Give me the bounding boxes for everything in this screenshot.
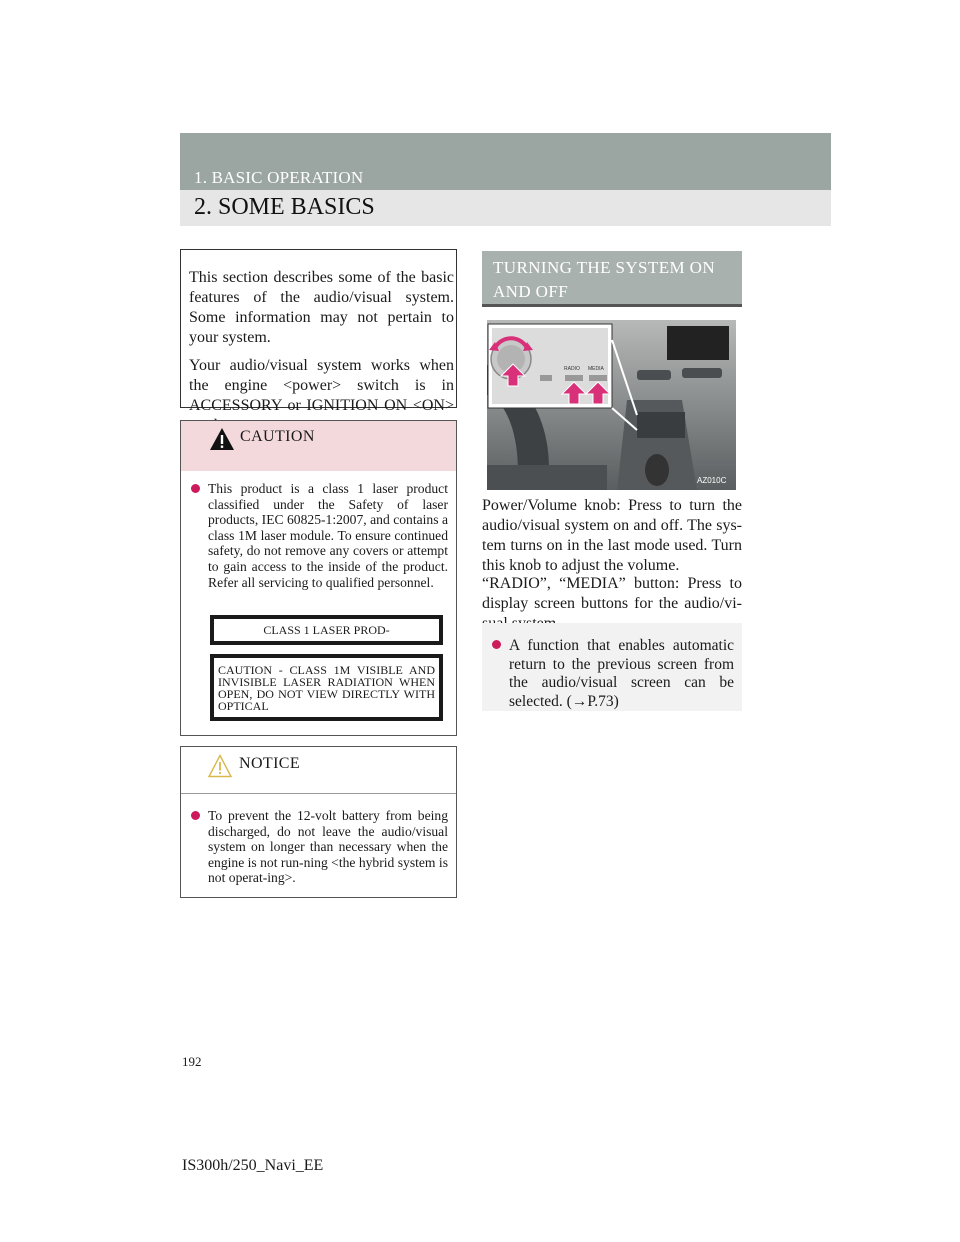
bullet-icon: [191, 811, 200, 820]
tip-text: A function that enables automatic return to the previous screen from the audio/visual screen can be selected. (→P.73): [509, 637, 734, 710]
page-number: 192: [182, 1054, 202, 1069]
intro-paragraph-1: This section describes some of the basic features of the audio/visual system. Some information may not pertain to your system.: [189, 269, 454, 346]
section-header-bar: [180, 190, 831, 226]
notice-item: [181, 808, 456, 886]
laser-label-class1-text: CLASS 1 LASER PROD-: [214, 619, 439, 641]
notice-box: [180, 746, 457, 898]
dashboard-illustration: [487, 320, 736, 490]
caution-item: [181, 481, 456, 590]
image-code: AZ010C: [697, 476, 727, 485]
caution-header: [181, 421, 456, 471]
footer-text: IS300h/250_Navi_EE: [182, 1157, 324, 1174]
chapter-header-bar: [180, 133, 831, 190]
section-title: 2. SOME BASICS: [194, 194, 375, 220]
laser-label-class1m: [210, 654, 443, 721]
caution-title: CAUTION: [240, 428, 315, 445]
caution-text: This product is a class 1 laser product classified under the Safety of laser products, IEC 60825-1:2007, and contains a class 1M laser module. To ensure continued safety, do not remove any covers or attempt to gain access to the inside of the product. Refer all servicing to qualified personnel.: [208, 481, 448, 590]
notice-triangle-icon: [208, 754, 232, 778]
caution-box: [180, 420, 457, 736]
knob-description: Power/Volume knob: Press to turn the audio/visual system on and off. The sys-tem turns on in the last mode used. Turn this knob to adjust the volume.: [482, 497, 742, 574]
laser-label-class1: [210, 615, 443, 645]
tip-box: [482, 623, 742, 711]
chapter-title: 1. BASIC OPERATION: [194, 168, 364, 187]
media-button-label: MEDIA: [588, 366, 604, 372]
laser-label-class1m-text: CAUTION - CLASS 1M VISIBLE AND INVISIBLE LASER RADIATION WHEN OPEN, DO NOT VIEW DIRECTLY WITH OPTICAL: [214, 658, 439, 717]
turning-heading: TURNING THE SYSTEM ON AND OFF: [493, 258, 716, 301]
warning-triangle-icon: [209, 427, 235, 451]
notice-title: NOTICE: [239, 755, 301, 772]
intro-box: [180, 249, 457, 414]
bullet-icon: [492, 640, 501, 649]
radio-media-description: “RADIO”, “MEDIA” button: Press to display screen buttons for the audio/vi-: [482, 575, 742, 612]
bullet-icon: [191, 484, 200, 493]
intro-paragraph-2: Your audio/visual system works when the engine <power> switch is in ACCESSORY or IGNITION ON <ON>: [189, 357, 454, 414]
turning-section-header: [482, 251, 742, 307]
tip-item: [482, 623, 742, 711]
dashboard-photo: [487, 320, 736, 490]
notice-text: To prevent the 12-volt battery from being discharged, do not leave the audio/visual system on longer than necessary when the engine is not run-ning <the hybrid system is not operat-ing>.: [208, 808, 448, 886]
notice-header: [181, 747, 456, 794]
radio-button-label: RADIO: [564, 366, 580, 372]
